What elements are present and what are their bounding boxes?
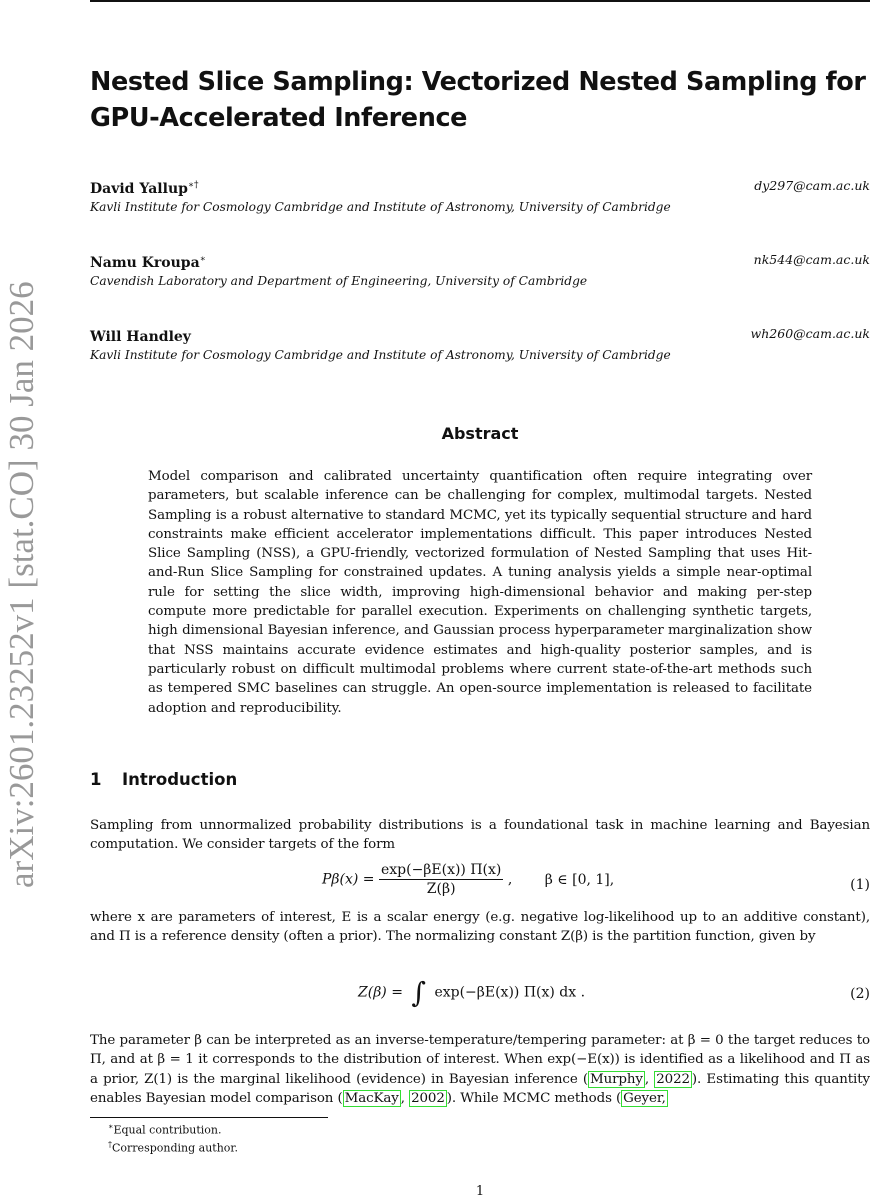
eq2-number: (2) xyxy=(850,986,870,1002)
section-number: 1 xyxy=(90,770,102,789)
author-email[interactable]: nk544@cam.ac.uk xyxy=(753,252,870,267)
citation-mackay-year[interactable]: 2002 xyxy=(411,1090,445,1106)
eq1-denominator: Z(β) xyxy=(426,881,456,897)
arxiv-identifier[interactable]: arXiv:2601.23252v1 [stat.CO] 30 Jan 2026 xyxy=(2,281,41,888)
intro-paragraph-1: Sampling from unnormalized probability distributions is a foundational task in machine learning and Bayesian computation. We consider targets of the form xyxy=(90,818,870,853)
eq1-numerator: exp(−βE(x)) Π(x) xyxy=(380,862,502,878)
citation-mackay[interactable]: MacKay xyxy=(344,1090,399,1106)
author-block xyxy=(90,178,870,214)
paper-title xyxy=(90,64,870,136)
title-line-1: Nested Slice Sampling: Vectorized Nested Sampling for xyxy=(90,67,866,97)
author-affiliation: Kavli Institute for Cosmology Cambridge and Institute of Astronomy, University of Cambridge xyxy=(90,348,671,362)
eq1-lhs: Pβ(x) = xyxy=(322,871,375,888)
author-name: David Yallup∗† xyxy=(90,180,199,197)
author-name: Will Handley xyxy=(90,329,191,345)
citation-murphy[interactable]: Murphy xyxy=(589,1071,643,1087)
author-block xyxy=(90,252,870,288)
section-heading xyxy=(90,770,237,789)
author-email[interactable]: dy297@cam.ac.uk xyxy=(754,178,870,193)
author-name: Namu Kroupa∗ xyxy=(90,254,206,271)
author-affiliation: Kavli Institute for Cosmology Cambridge and Institute of Astronomy, University of Cambridge xyxy=(90,200,671,214)
integral-sign: ∫ xyxy=(411,976,426,1009)
abstract-text: Model comparison and calibrated uncertainty quantification often require integrating over parameters, but scalable inference can be challenging for complex, multimodal targets. Nested Sampling is a robust alternative to standard MCMC, yet its typically sequential structure and hard constraints make efficient accelerator implementations difficult. This paper introduces Nested Slice Sampling (NSS), a GPU-friendly, vectorized formulation of Nested Sampling that uses Hit-and-Run Slice Sampling for constrained updates. A tuning analysis yields a simple near-optimal rule for setting the slice width, improving high-dimensional behavior and making per-step compute more predictable for parallel execution. Experiments on challenging synthetic targets, high dimensional Bayesian inference, and Gaussian process hyperparameter marginalization show that NSS maintains accurate evidence estimates and high-quality posterior samples, and is particularly robust on difficult multimodal problems where current state-of-the-art methods such as tempered SMC baselines can struggle. An open-source implementation is released to facilitate adoption and reproducibility. xyxy=(148,469,812,716)
abstract-heading: Abstract xyxy=(441,424,519,443)
title-line-2: GPU-Accelerated Inference xyxy=(90,103,468,133)
eq1-condition: β ∈ [0, 1], xyxy=(544,871,615,888)
eq2-lhs: Z(β) = xyxy=(358,984,403,1001)
page-number: 1 xyxy=(475,1184,485,1199)
citation-murphy-year[interactable]: 2022 xyxy=(656,1071,690,1087)
section-title: Introduction xyxy=(122,770,238,789)
eq1-number: (1) xyxy=(850,877,870,893)
footnote-1: ∗Equal contribution. xyxy=(108,1122,222,1137)
equation-2 xyxy=(90,976,870,1026)
citation-geyer[interactable]: Geyer, xyxy=(623,1090,666,1106)
author-block xyxy=(90,326,870,362)
footnote-rule xyxy=(90,1117,328,1118)
intro-paragraph-3: The parameter β can be interpreted as an inverse-temperature/tempering parameter: at β = 0 the target reduces to Π, and at β = 1 it corresponds to the distribution of interest. When exp(−E(x)) is identified as a likelihood and Π as a prior, Z(1) is the marginal likelihood (evidence) in Bayesian inference ( Murphy , 2022 ). Estimating this quantity enables Bayesian model comparison ( MacKay , 2002 ). While MCMC methods ( Geyer, xyxy=(90,1033,870,1106)
top-rule xyxy=(90,0,870,2)
author-affiliation: Cavendish Laboratory and Department of Engineering, University of Cambridge xyxy=(90,274,588,288)
intro-paragraph-2: where x are parameters of interest, E is a scalar energy (e.g. negative log-likelihood up to an additive constant), and Π is a reference density (often a prior). The normalizing constant Z(β) is the partition function, given by xyxy=(90,910,870,945)
eq2-rhs: exp(−βE(x)) Π(x) dx . xyxy=(434,984,586,1001)
author-email[interactable]: wh260@cam.ac.uk xyxy=(750,326,870,341)
equation-1: Pβ(x) = $\frac{\exp(-\beta E(x)) \Pi(x)}{Z(\beta)}$ , β ∈ [0, 1], (1) xyxy=(322,862,870,897)
eq1-fraction xyxy=(379,862,503,897)
footnote-2: †Corresponding author. xyxy=(108,1140,238,1155)
